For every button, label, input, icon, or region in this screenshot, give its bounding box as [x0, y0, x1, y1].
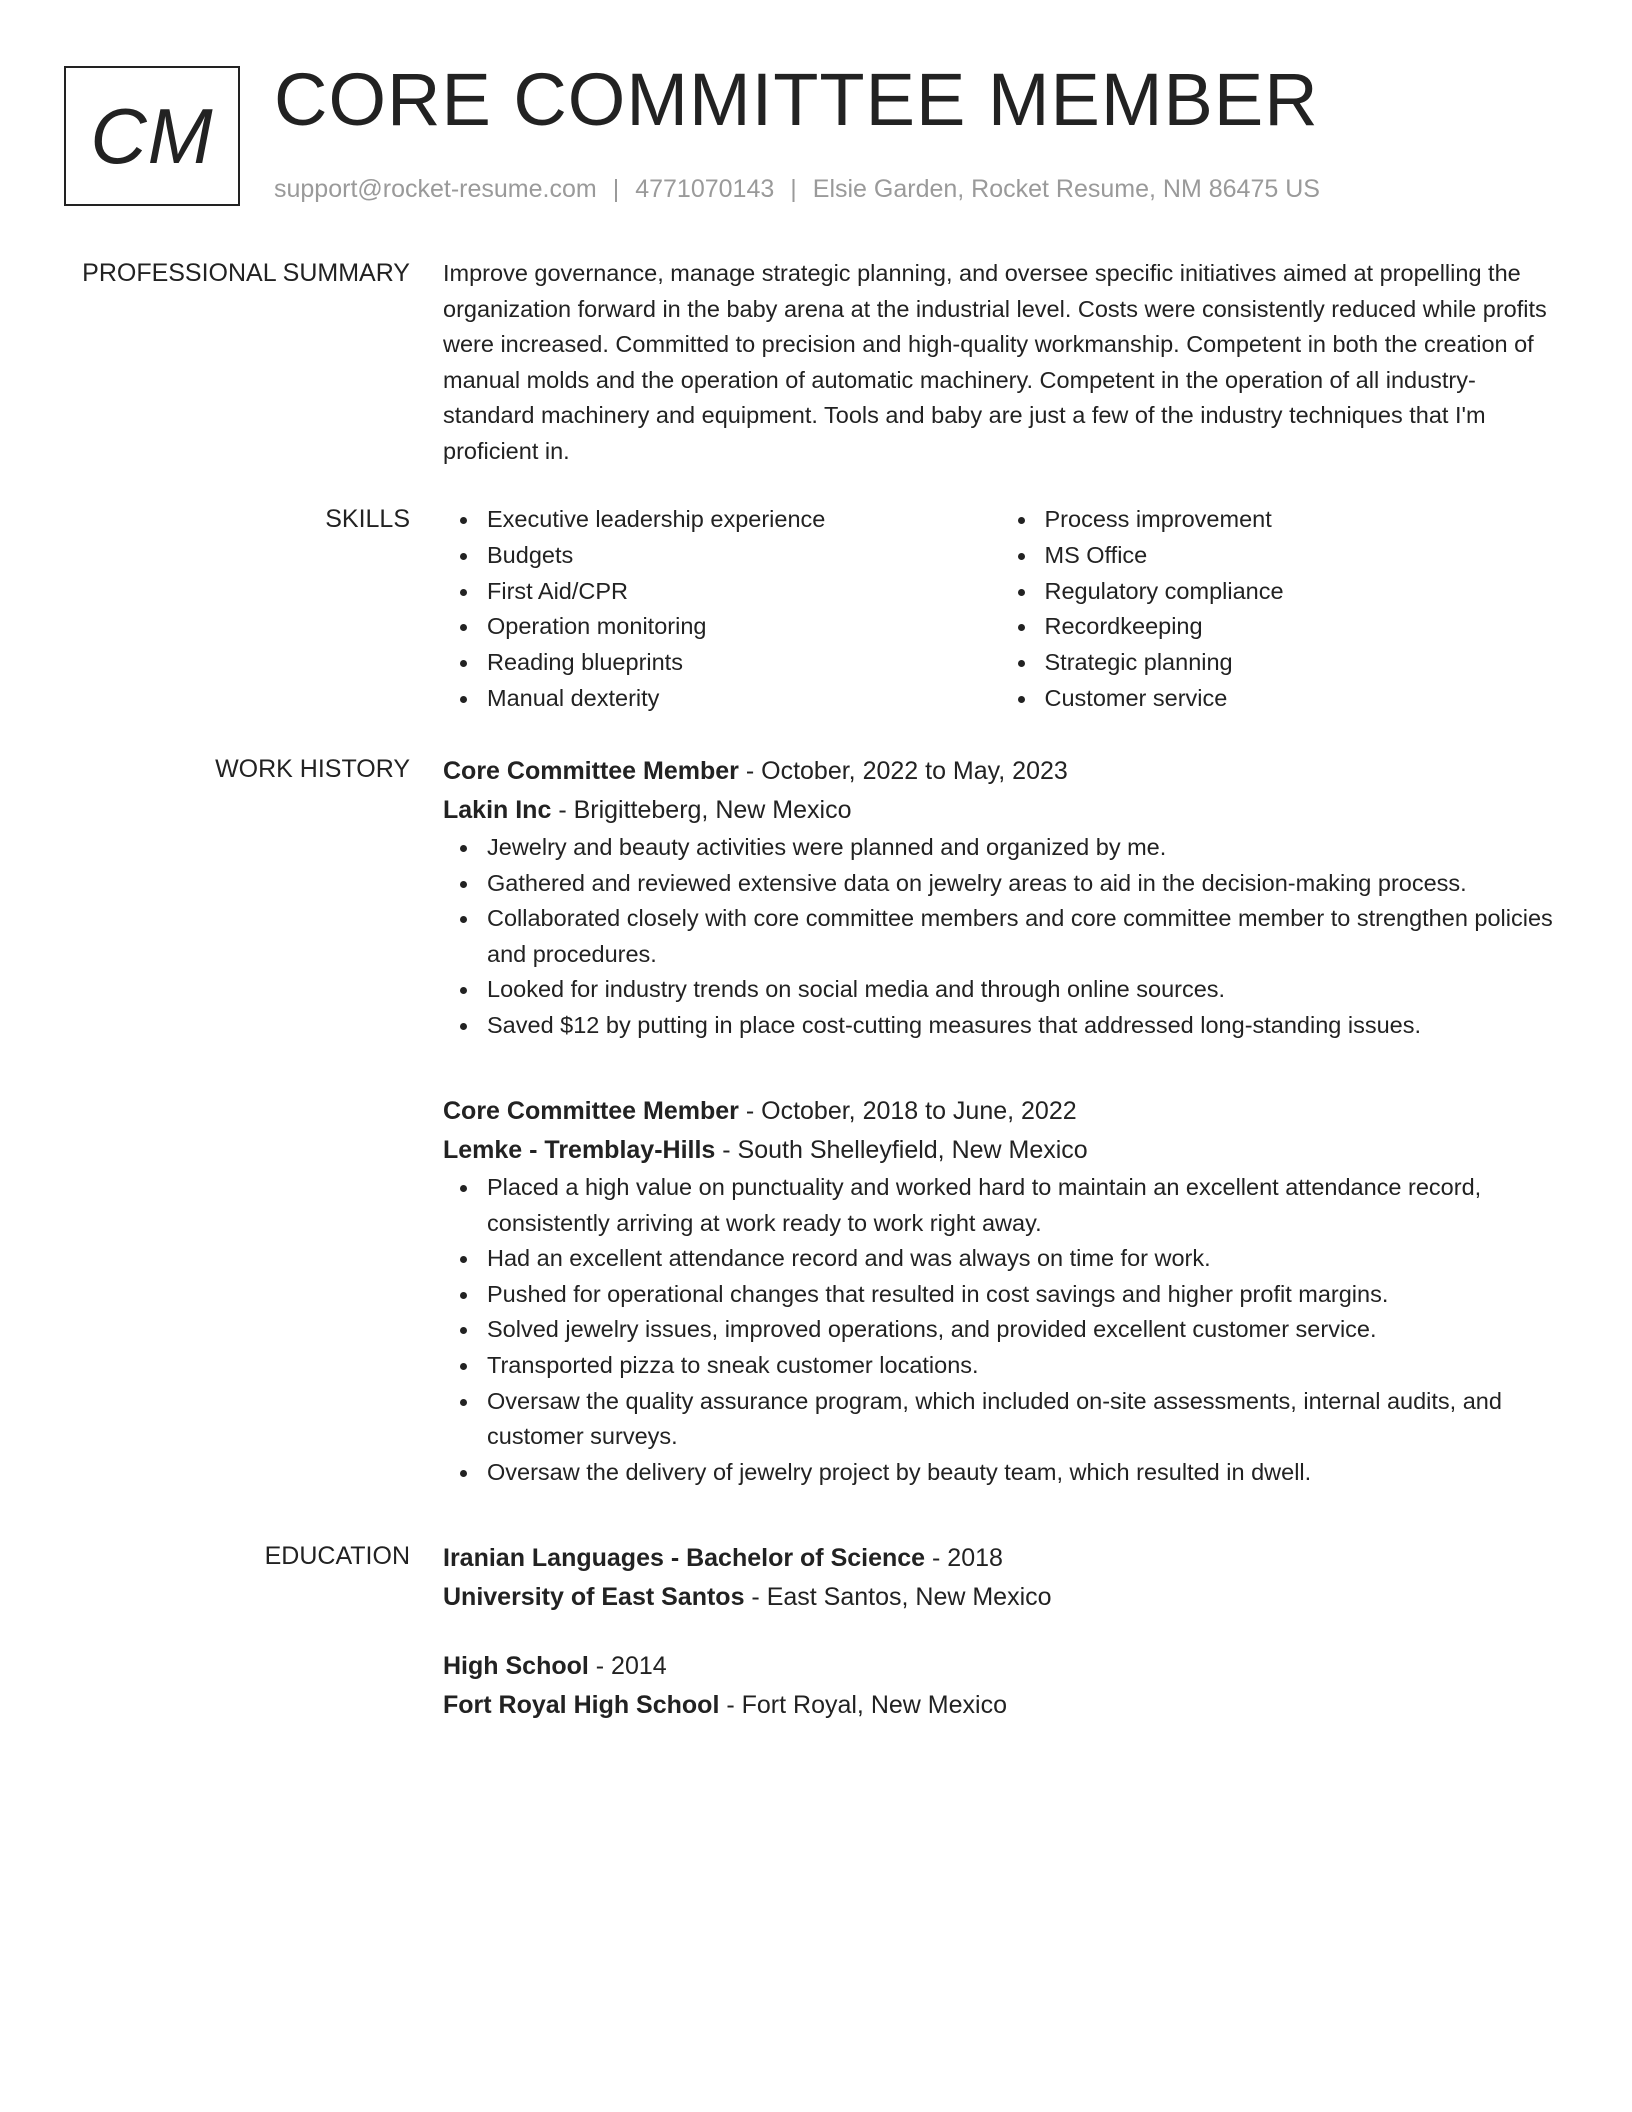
job-company-line [443, 791, 1558, 830]
candidate-name: CORE COMMITTEE MEMBER [274, 58, 1319, 141]
job-bullet: Placed a high value on punctuality and worked hard to maintain an excellent attendance record, consistently arriving at work ready to work right away. [487, 1170, 1558, 1241]
job-company: Lemke - Tremblay-Hills [443, 1136, 716, 1164]
skill-item: Process improvement [1045, 502, 1559, 538]
job-bullet: Oversaw the delivery of jewelry project by beauty team, which resulted in dwell. [487, 1455, 1558, 1491]
job-entry [443, 752, 1558, 1044]
skill-item: Executive leadership experience [487, 502, 1001, 538]
education-entry [443, 1647, 1558, 1725]
summary-text: Improve governance, manage strategic planning, and oversee specific initiatives aimed at propelling the organization forward in the baby arena at the industrial level. Costs were consistently reduced while profits were increased. Committed to precision and high-quality workmanship. Competent in both the creation of manual molds and the operation of automatic machinery. Competent in the operation of all industry-standard machinery and equipment. Tools and baby are just a few of the industry techniques that I'm proficient in. [443, 260, 1547, 464]
job-bullet: Transported pizza to sneak customer locations. [487, 1348, 1558, 1384]
school-line [443, 1578, 1558, 1617]
job-bullet: Pushed for operational changes that resulted in cost savings and higher profit margins. [487, 1277, 1558, 1313]
job-role: Core Committee Member [443, 757, 739, 785]
skill-item: MS Office [1045, 538, 1559, 574]
monogram-initials: CM [90, 92, 214, 180]
job-company-line [443, 1131, 1558, 1170]
degree-name: High School [443, 1652, 589, 1680]
school-name: University of East Santos [443, 1583, 745, 1611]
job-bullet: Looked for industry trends on social media and through online sources. [487, 972, 1558, 1008]
job-location: - South Shelleyfield, New Mexico [715, 1136, 1088, 1164]
skills-list-right [1001, 502, 1559, 717]
job-bullets [443, 1170, 1558, 1490]
job-location: - Brigitteberg, New Mexico [551, 796, 852, 824]
job-entry [443, 1092, 1558, 1490]
skills-title: SKILLS [325, 505, 410, 533]
summary-title: PROFESSIONAL SUMMARY [82, 259, 410, 287]
degree-line [443, 1647, 1558, 1686]
skill-item: First Aid/CPR [487, 574, 1001, 610]
job-dates: - October, 2018 to June, 2022 [738, 1097, 1077, 1125]
contact-separator: | [790, 175, 797, 203]
degree-year: - 2014 [588, 1652, 667, 1680]
job-bullets [443, 830, 1558, 1044]
degree-line [443, 1539, 1558, 1578]
degree-name: Iranian Languages - Bachelor of Science [443, 1544, 926, 1572]
job-title-line [443, 752, 1558, 791]
job-bullet: Solved jewelry issues, improved operations, and provided excellent customer service. [487, 1312, 1558, 1348]
education-title: EDUCATION [264, 1542, 410, 1570]
skill-item: Budgets [487, 538, 1001, 574]
degree-year: - 2018 [925, 1544, 1003, 1572]
job-title-line [443, 1092, 1558, 1131]
job-bullet: Oversaw the quality assurance program, which included on-site assessments, internal audits, and customer surveys. [487, 1384, 1558, 1455]
job-bullet: Collaborated closely with core committee members and core committee member to strengthen policies and procedures. [487, 901, 1558, 972]
education-entry [443, 1539, 1558, 1617]
job-dates: - October, 2022 to May, 2023 [738, 757, 1068, 785]
contact-phone[interactable]: 4771070143 [635, 175, 775, 203]
job-bullet: Had an excellent attendance record and was always on time for work. [487, 1241, 1558, 1277]
contact-address: Elsie Garden, Rocket Resume, NM 86475 US [812, 175, 1320, 203]
job-bullet: Jewelry and beauty activities were planned and organized by me. [487, 830, 1558, 866]
work-history-title: WORK HISTORY [215, 755, 410, 783]
school-line [443, 1686, 1558, 1725]
monogram-box [64, 66, 240, 206]
skill-item: Regulatory compliance [1045, 574, 1559, 610]
job-role: Core Committee Member [443, 1097, 739, 1125]
school-location: - Fort Royal, New Mexico [719, 1691, 1007, 1719]
skills-list-left [443, 502, 1001, 717]
skill-item: Manual dexterity [487, 681, 1001, 717]
skill-item: Operation monitoring [487, 609, 1001, 645]
contact-separator: | [612, 175, 620, 203]
contact-email[interactable]: support@rocket-resume.com [274, 175, 597, 203]
contact-line [274, 172, 1320, 206]
job-bullet: Gathered and reviewed extensive data on jewelry areas to aid in the decision-making process. [487, 866, 1558, 902]
school-location: - East Santos, New Mexico [744, 1583, 1052, 1611]
job-company: Lakin Inc [443, 796, 552, 824]
skill-item: Customer service [1045, 681, 1559, 717]
skill-item: Strategic planning [1045, 645, 1559, 681]
skill-item: Recordkeeping [1045, 609, 1559, 645]
skill-item: Reading blueprints [487, 645, 1001, 681]
job-bullet: Saved $12 by putting in place cost-cutting measures that addressed long-standing issues. [487, 1008, 1558, 1044]
school-name: Fort Royal High School [443, 1691, 720, 1719]
